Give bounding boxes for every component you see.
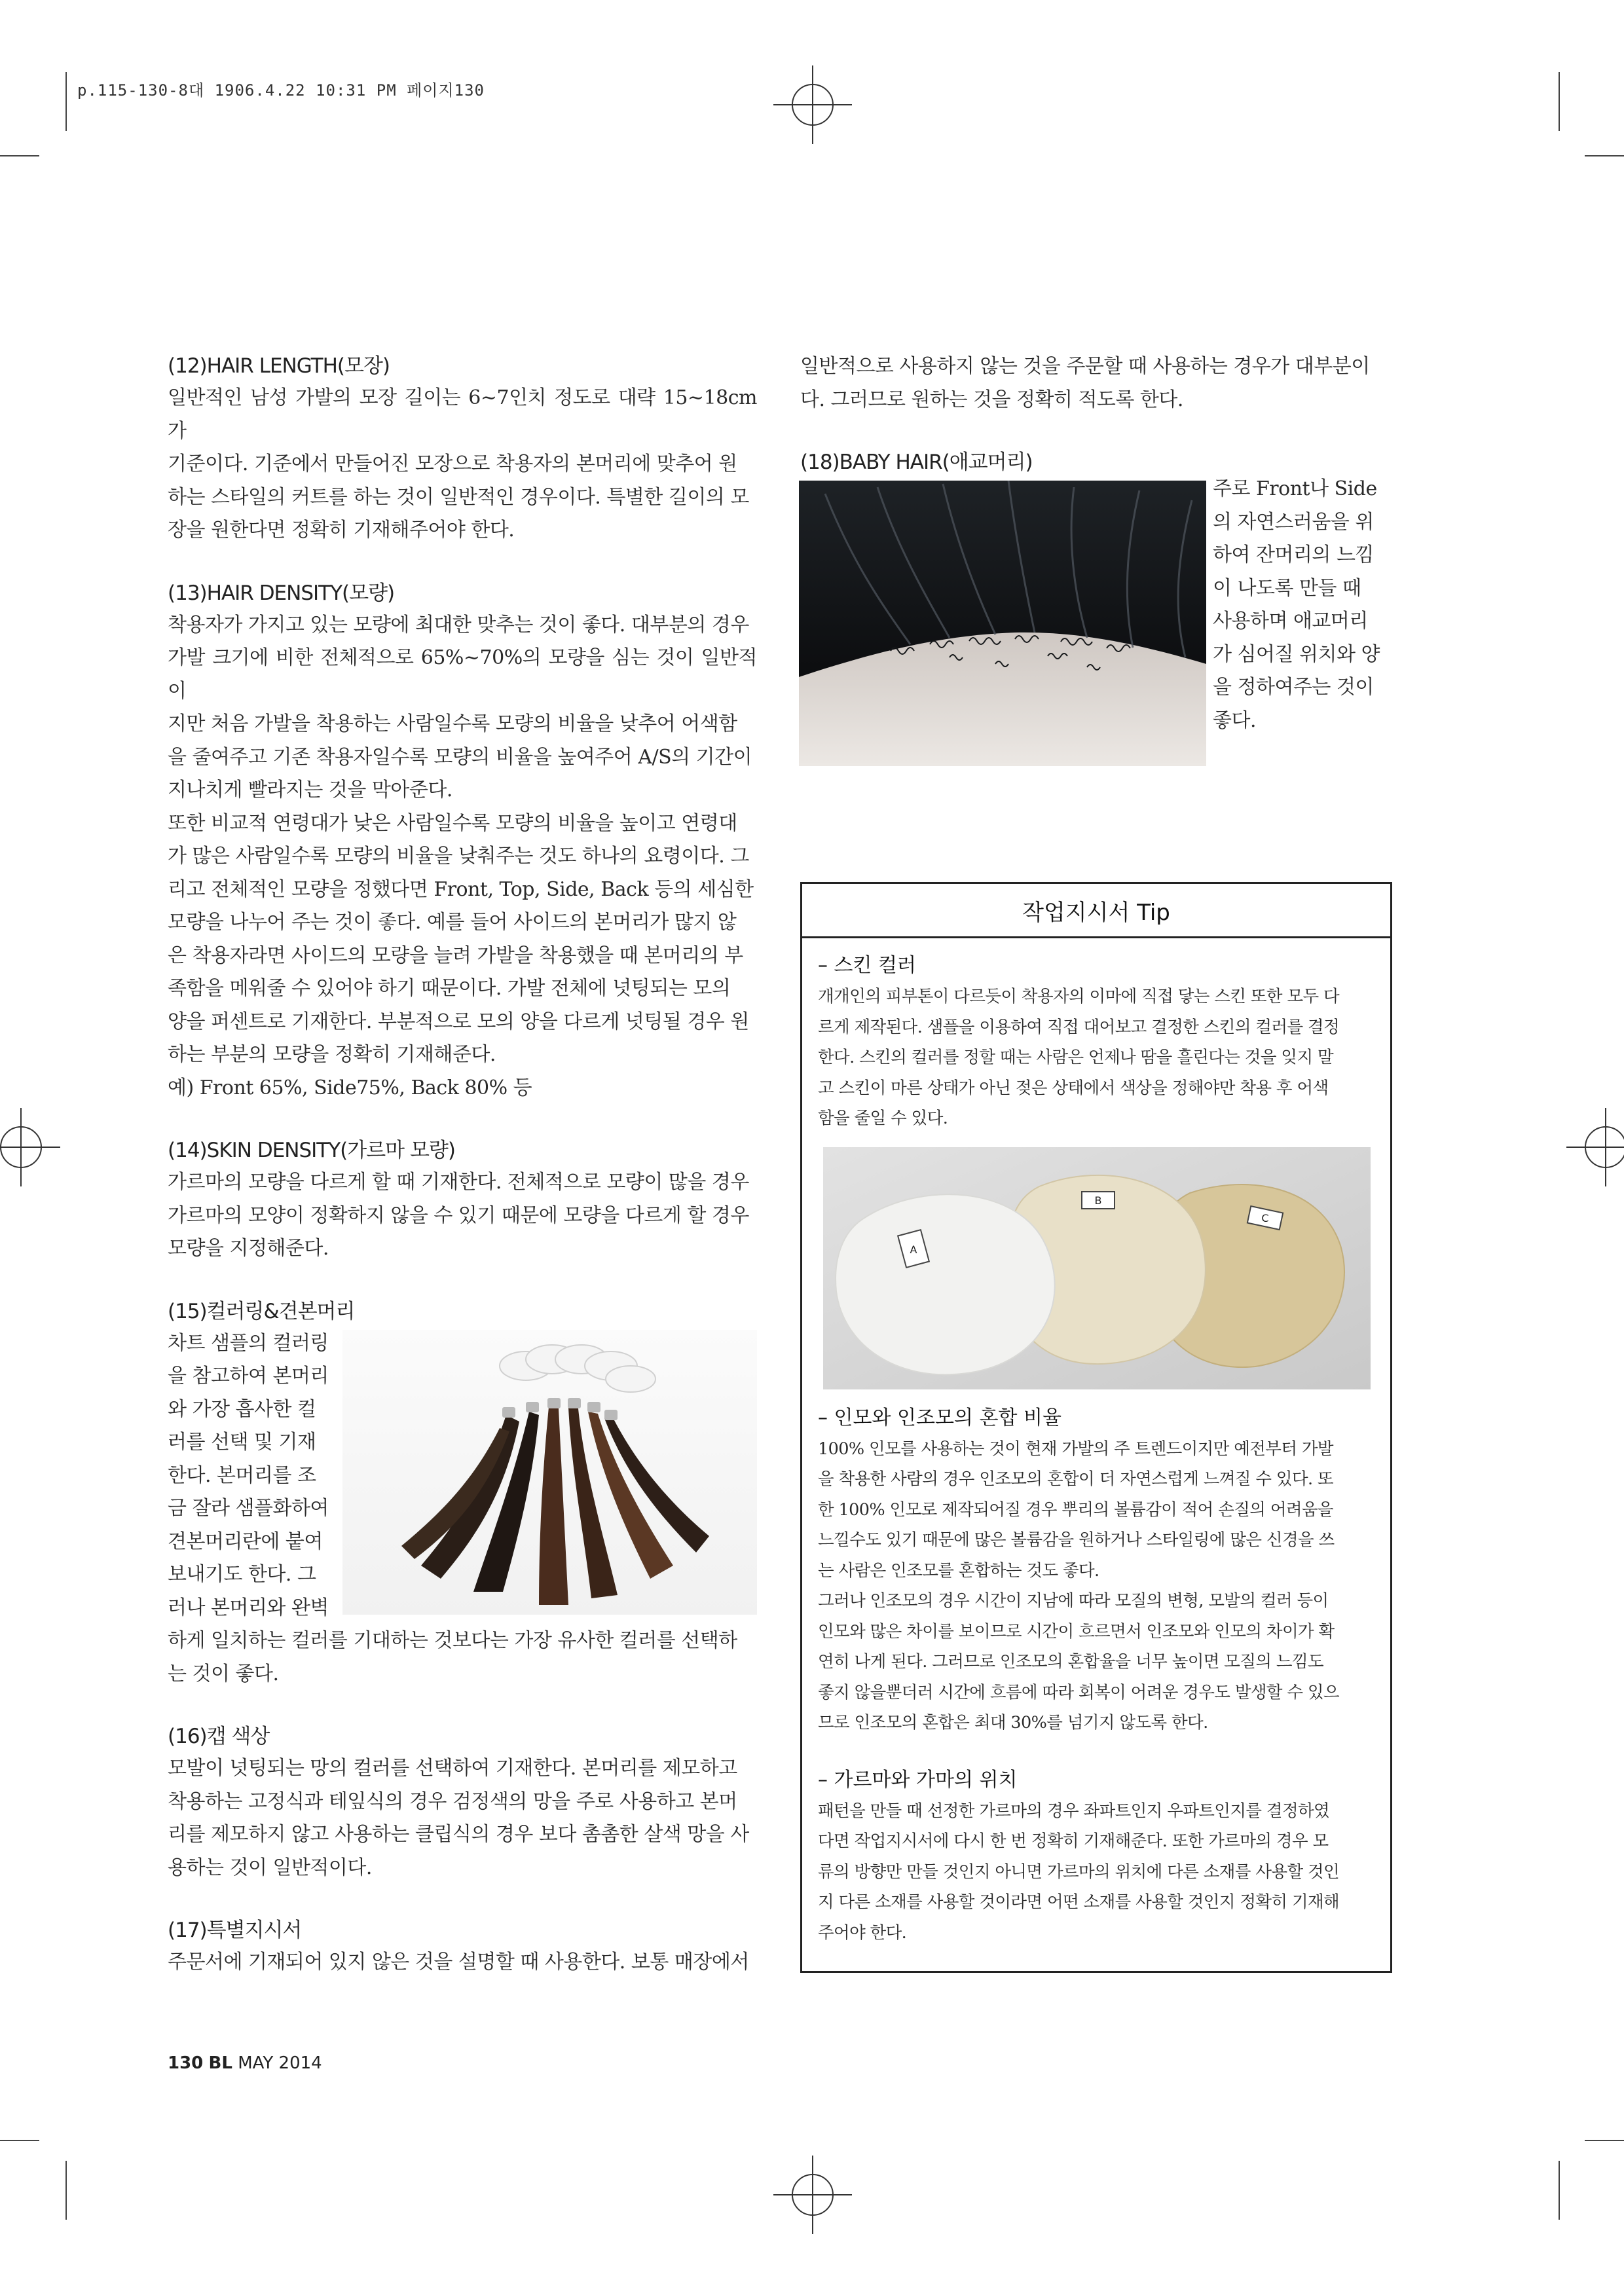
text-line: 한다. 스킨의 컬러를 정할 때는 사람은 언제나 땀을 흘린다는 것을 잊지 말 [818,1048,1334,1067]
text-line: 착용자가 가지고 있는 모량에 최대한 맞추는 것이 좋다. 대부분의 경우 [168,613,749,636]
text-line: 리를 제모하지 않고 사용하는 클립식의 경우 보다 촘촘한 살색 망을 사 [168,1823,749,1846]
text-line: 기준이다. 기준에서 만들어진 모장으로 착용자의 본머리에 맞추어 원 [168,452,737,475]
issue-date: MAY 2014 [238,2053,322,2073]
crop-mark [0,2140,39,2141]
text-line: 모량을 나누어 주는 것이 좋다. 예를 들어 사이드의 본머리가 많지 않 [168,911,737,934]
registration-mark [792,2174,834,2216]
page-footer [168,2053,322,2073]
text-line: 러를 선택 및 기재 [168,1431,316,1454]
text-line: 100% 인모를 사용하는 것이 현재 가발의 주 트렌드이지만 예전부터 가발 [818,1439,1333,1459]
text-line: 장을 원한다면 정확히 기재해주어야 한다. [168,519,515,542]
text-line: 모량을 지정해준다. [168,1237,329,1260]
text-line: 가발 크기에 비한 전체적으로 65%~70%의 모량을 심는 것이 일반적이 [168,646,757,703]
text-line: 을 줄여주고 기존 착용자일수록 모량의 비율을 높여주어 A/S의 기간이 [168,745,752,769]
tip-box-content [802,938,1390,1948]
text-line: 다. 그러므로 원하는 것을 정확히 적도록 한다. [800,388,1183,411]
right-column [800,350,1390,766]
section-15-wrap-text [168,1327,331,1625]
text-line: 가르마의 모량을 다르게 할 때 기재한다. 전체적으로 모량이 많을 경우 [168,1171,749,1194]
text-line: 한다. 본머리를 조 [168,1463,316,1487]
text-line: 고 스킨이 마른 상태가 아닌 젖은 상태에서 색상을 정해야만 착용 후 어색 [818,1078,1329,1098]
text-line: 지만 처음 가발을 착용하는 사람일수록 모량의 비율을 낮추어 어색함 [168,712,737,735]
text-line: 는 사람은 인조모를 혼합하는 것도 좋다. [818,1560,1099,1581]
text-line: 한 100% 인모로 제작되어질 경우 뿌리의 볼륨감이 적어 손질의 어려움을 [818,1499,1333,1520]
text-line: 주로 Front나 Side [1213,477,1377,500]
crop-mark [1559,72,1560,131]
text-line: 개개인의 피부톤이 다르듯이 착용자의 이마에 직접 닿는 스킨 또한 모두 다 [818,987,1340,1006]
baby-hair-photo [799,481,1206,766]
text-line: 하여 잔머리의 느낌 [1213,543,1374,566]
section-13-title: (13)HAIR DENSITY(모량) [168,581,395,605]
text-line: 견본머리란에 붙여 [168,1530,323,1553]
section-17-title: (17)특별지시서 [168,1919,302,1942]
section-16-body [168,1752,757,1884]
section-18-title: (18)BABY HAIR(애교머리) [800,450,1033,474]
tip-part-heading: – 가르마와 가마의 위치 [818,1768,1018,1791]
text-line: 을 착용한 사람의 경우 인조모의 혼합이 더 자연스럽게 느껴질 수 있다. 또 [818,1469,1334,1489]
text-line: 는 것이 좋다. [168,1662,279,1685]
text-line: 그러나 인조모의 경우 시간이 지남에 따라 모질의 변형, 모발의 컬러 등이 [818,1591,1329,1611]
skin-sample-photo [823,1147,1371,1389]
registration-mark [0,1126,42,1168]
section-13-body [168,609,757,1105]
sample-label: C [1261,1211,1269,1224]
text-line: 이 나도록 만들 때 [1213,576,1361,600]
text-line: 하는 부분의 모량을 정확히 기재해준다. [168,1043,496,1066]
text-line: 지나치게 빨라지는 것을 막아준다. [168,779,452,801]
text-line: 주어야 한다. [818,1922,907,1943]
tip-box-title: 작업지시서 Tip [802,884,1390,938]
print-slug: p.115-130-8대 1906.4.22 10:31 PM 페이지130 [77,81,485,100]
text-line: 착용하는 고정식과 테잎식의 경우 검정색의 망을 주로 사용하고 본머 [168,1790,737,1813]
registration-mark [1585,1126,1624,1168]
text-line: 가 많은 사람일수록 모량의 비율을 낮춰주는 것도 하나의 요령이다. 그 [168,845,749,868]
page-number: 130 [168,2053,204,2073]
tip-box [800,882,1392,1973]
text-line: 은 착용자라면 사이드의 모량을 늘려 가발을 착용했을 때 본머리의 부 [168,944,743,967]
text-line: 인모와 많은 차이를 보이므로 시간이 흐르면서 인조모와 인모의 차이가 확 [818,1621,1335,1642]
magazine-name: BL [208,2053,232,2073]
text-line: 패턴을 만들 때 선정한 가르마의 경우 좌파트인지 우파트인지를 결정하였 [818,1801,1330,1821]
text-line: 함을 줄일 수 있다. [818,1109,948,1128]
registration-mark [792,84,834,126]
crop-mark [1559,2161,1560,2220]
sample-label: A [910,1243,917,1256]
section-15-title: (15)컬러링&견본머리 [168,1299,355,1323]
crop-mark [0,155,39,156]
text-line: 족함을 메워줄 수 있어야 하기 때문이다. 가발 전체에 넛팅되는 모의 [168,977,731,1000]
text-line: 일반적인 남성 가발의 모장 길이는 6~7인치 정도로 대략 15~18cm가 [168,386,757,443]
text-line: 하는 스타일의 커트를 하는 것이 일반적인 경우이다. 특별한 길이의 모 [168,485,749,509]
text-line: 예) Front 65%, Side75%, Back 80% 등 [168,1076,532,1099]
text-line: 류의 방향만 만들 것인지 아니면 가르마의 위치에 다른 소재를 사용할 것인 [818,1862,1340,1882]
hair-swatch-illustration [342,1330,757,1615]
text-line: 또한 비교적 연령대가 낮은 사람일수록 모량의 비율을 높이고 연령대 [168,811,737,835]
text-line: 일반적으로 사용하지 않는 것을 주문할 때 사용하는 경우가 대부분이 [800,355,1370,378]
text-line: 가 심어질 위치와 양 [1213,642,1380,666]
crop-mark [1585,155,1624,156]
text-line: 러나 본머리와 완벽 [168,1596,329,1619]
sample-label: B [1094,1194,1102,1207]
crop-mark [65,2161,67,2220]
text-line: 주문서에 기재되어 있지 않은 것을 설명할 때 사용한다. 보통 매장에서 [168,1951,749,1974]
section-17-continued [800,350,1390,416]
text-line: 을 정하여주는 것이 [1213,676,1374,699]
text-line: 용하는 것이 일반적이다. [168,1856,372,1879]
text-line: 가르마의 모양이 정확하지 않을 수 있기 때문에 모량을 다르게 할 경우 [168,1203,749,1227]
text-line: 르게 제작된다. 샘플을 이용하여 직접 대어보고 결정한 스킨의 컬러를 결정 [818,1017,1340,1037]
text-line: 리고 전체적인 모량을 정했다면 Front, Top, Side, Back 등의 세심한 [168,877,754,901]
text-line: 의 자연스러움을 위 [1213,510,1374,534]
text-line: 좋다. [1213,708,1256,732]
left-column [168,350,757,1979]
skin-sample-illustration [823,1147,1371,1389]
section-15-body [168,1327,757,1691]
section-14-title: (14)SKIN DENSITY(가르마 모량) [168,1139,455,1162]
text-line: 므로 인조모의 혼합은 최대 30%를 넘기지 않도록 한다. [818,1713,1208,1733]
text-line: 다면 작업지시서에 다시 한 번 정확히 기재해준다. 또한 가르마의 경우 모 [818,1831,1329,1851]
hair-color-swatch-photo [342,1330,757,1615]
baby-hair-illustration [799,481,1206,766]
section-18-wrap-text [1213,473,1390,737]
section-12-title: (12)HAIR LENGTH(모장) [168,354,390,378]
text-line: 금 잘라 샘플화하여 [168,1497,329,1520]
text-line: 연히 나게 된다. 그러므로 인조모의 혼합율을 너무 높이면 모질의 느낌도 [818,1652,1324,1672]
crop-mark [1585,2140,1624,2141]
text-line: 느낄수도 있기 때문에 많은 볼륨감을 원하거나 스타일링에 많은 신경을 쓰 [818,1530,1335,1550]
text-line: 와 가장 흡사한 컬 [168,1397,316,1421]
section-12-body [168,382,757,547]
section-16-title: (16)캡 색상 [168,1725,270,1748]
section-18-body [800,478,1390,766]
text-line: 사용하며 애교머리 [1213,610,1368,633]
section-14-body [168,1166,757,1266]
text-line: 하게 일치하는 컬러를 기대하는 것보다는 가장 유사한 컬러를 선택하 [168,1629,737,1652]
text-line: 지 다른 소재를 사용할 것이라면 어떤 소재를 사용할 것인지 정확히 기재해 [818,1892,1340,1912]
text-line: 양을 퍼센트로 기재한다. 부분적으로 모의 양을 다르게 넛팅될 경우 원 [168,1010,749,1033]
text-line: 차트 샘플의 컬러링 [168,1331,329,1355]
text-line: 좋지 않을뿐더러 시간에 흐름에 따라 회복이 어려운 경우도 발생할 수 있으 [818,1682,1340,1702]
crop-mark [65,72,67,131]
section-17-body [168,1946,757,1979]
text-line: 보내기도 한다. 그 [168,1563,316,1586]
text-line: 모발이 넛팅되는 망의 컬러를 선택하여 기재한다. 본머리를 제모하고 [168,1757,737,1780]
tip-mix-heading: – 인모와 인조모의 혼합 비율 [818,1406,1061,1429]
tip-skin-heading: – 스킨 컬러 [818,954,916,977]
text-line: 을 참고하여 본머리 [168,1365,329,1387]
